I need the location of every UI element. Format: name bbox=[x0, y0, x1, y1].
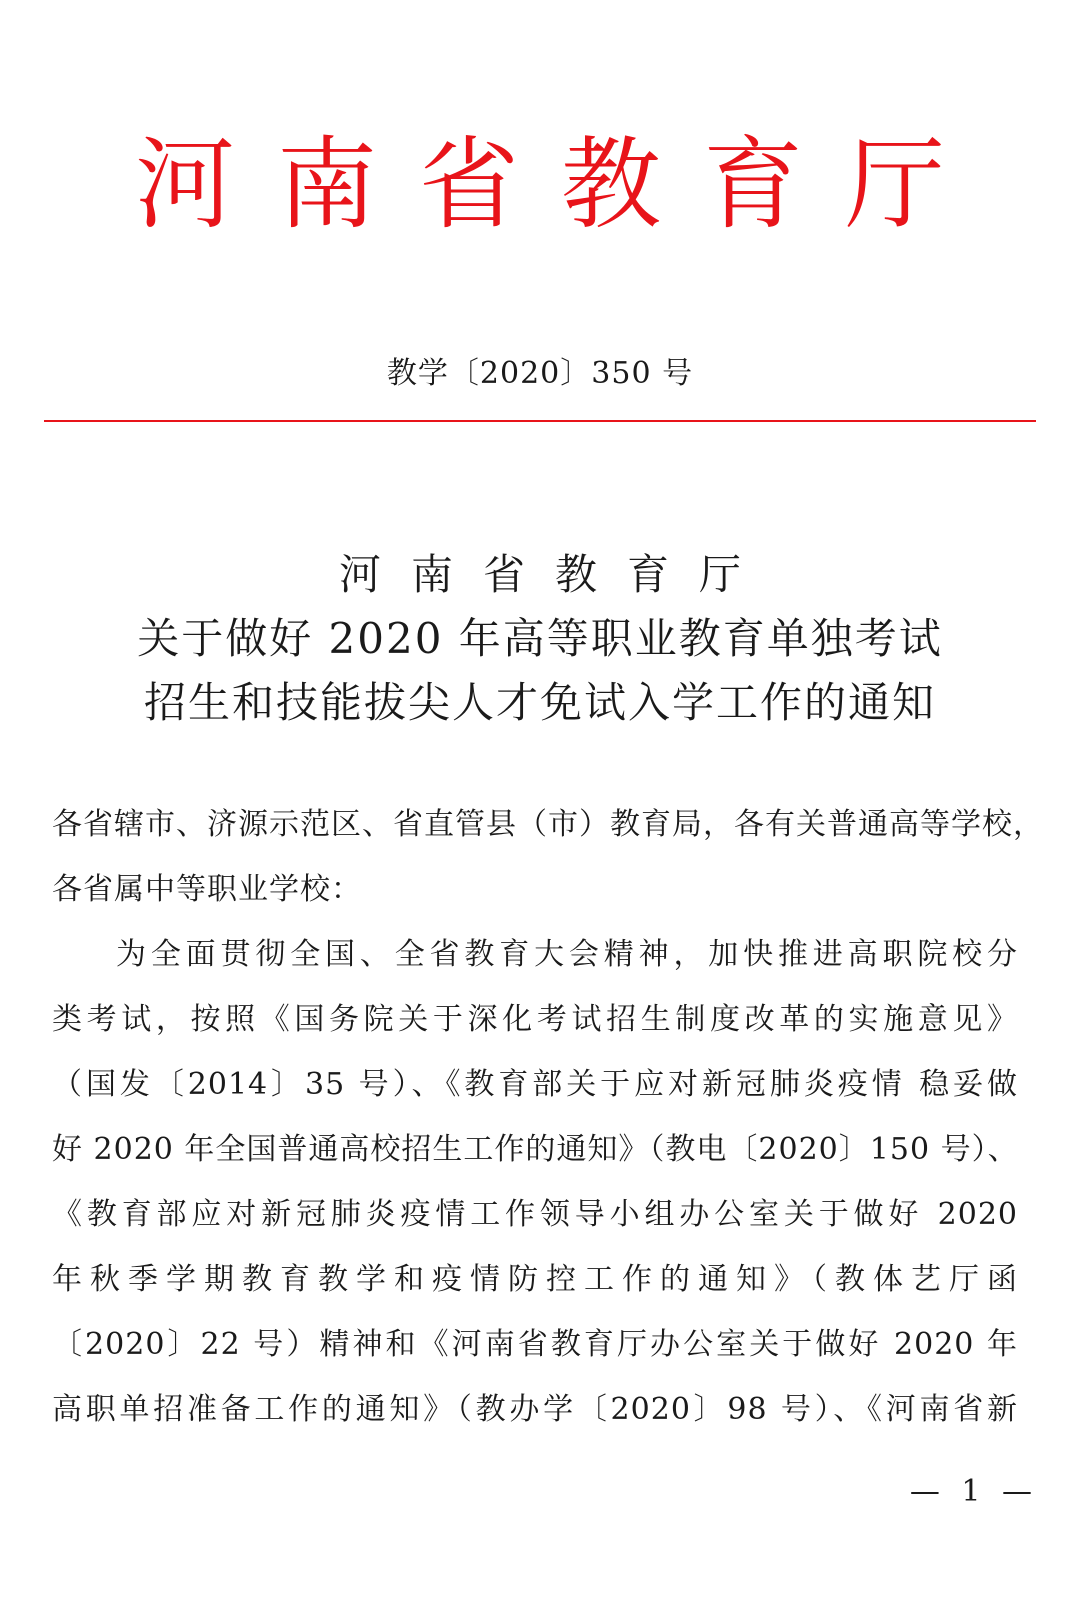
main-paragraph bbox=[52, 922, 1018, 1442]
paragraph-line: 〔2020〕22 号）精神和《河南省教育厅办公室关于做好 2020 年 bbox=[52, 1327, 1018, 1362]
notice-title bbox=[60, 543, 1020, 735]
addressee-line: 各省属中等职业学校： bbox=[52, 872, 362, 907]
title-line-issuer: 河南省教育厅 bbox=[338, 550, 771, 599]
body-text bbox=[52, 792, 1044, 1442]
title-line-subject-2: 招生和技能拔尖人才免试入学工作的通知 bbox=[143, 678, 936, 727]
paragraph-line: 高职单招准备工作的通知》（教办学〔2020〕98 号）、《河南省新 bbox=[52, 1392, 1018, 1427]
paragraph-line: 《教育部应对新冠肺炎疫情工作领导小组办公室关于做好 2020 bbox=[52, 1197, 1018, 1232]
page-number: — 1 — bbox=[909, 1474, 1038, 1509]
paragraph-line: 好 2020 年全国普通高校招生工作的通知》（教电〔2020〕150 号）、 bbox=[52, 1132, 1019, 1167]
addressee-paragraph bbox=[52, 792, 1044, 922]
paragraph-line: 年秋季学期教育教学和疫情防控工作的通知》（教体艺厅函 bbox=[52, 1262, 1018, 1297]
masthead-title: 河南省教育厅 bbox=[135, 126, 987, 243]
paragraph-line: 类考试，按照《国务院关于深化考试招生制度改革的实施意见》 bbox=[52, 1002, 1018, 1037]
addressee-line: 各省辖市、济源示范区、省直管县（市）教育局，各有关普通高等学校， bbox=[52, 807, 1044, 842]
title-line-subject-1: 关于做好 2020 年高等职业教育单独考试 bbox=[137, 614, 943, 663]
red-divider-line bbox=[44, 420, 1036, 422]
document-number: 教学〔2020〕350 号 bbox=[386, 356, 694, 391]
paragraph-line: 为全面贯彻全国、全省教育大会精神，加快推进高职院校分 bbox=[116, 937, 1018, 972]
paragraph-line: （国发〔2014〕35 号）、《教育部关于应对新冠肺炎疫情 稳妥做 bbox=[52, 1067, 1018, 1102]
